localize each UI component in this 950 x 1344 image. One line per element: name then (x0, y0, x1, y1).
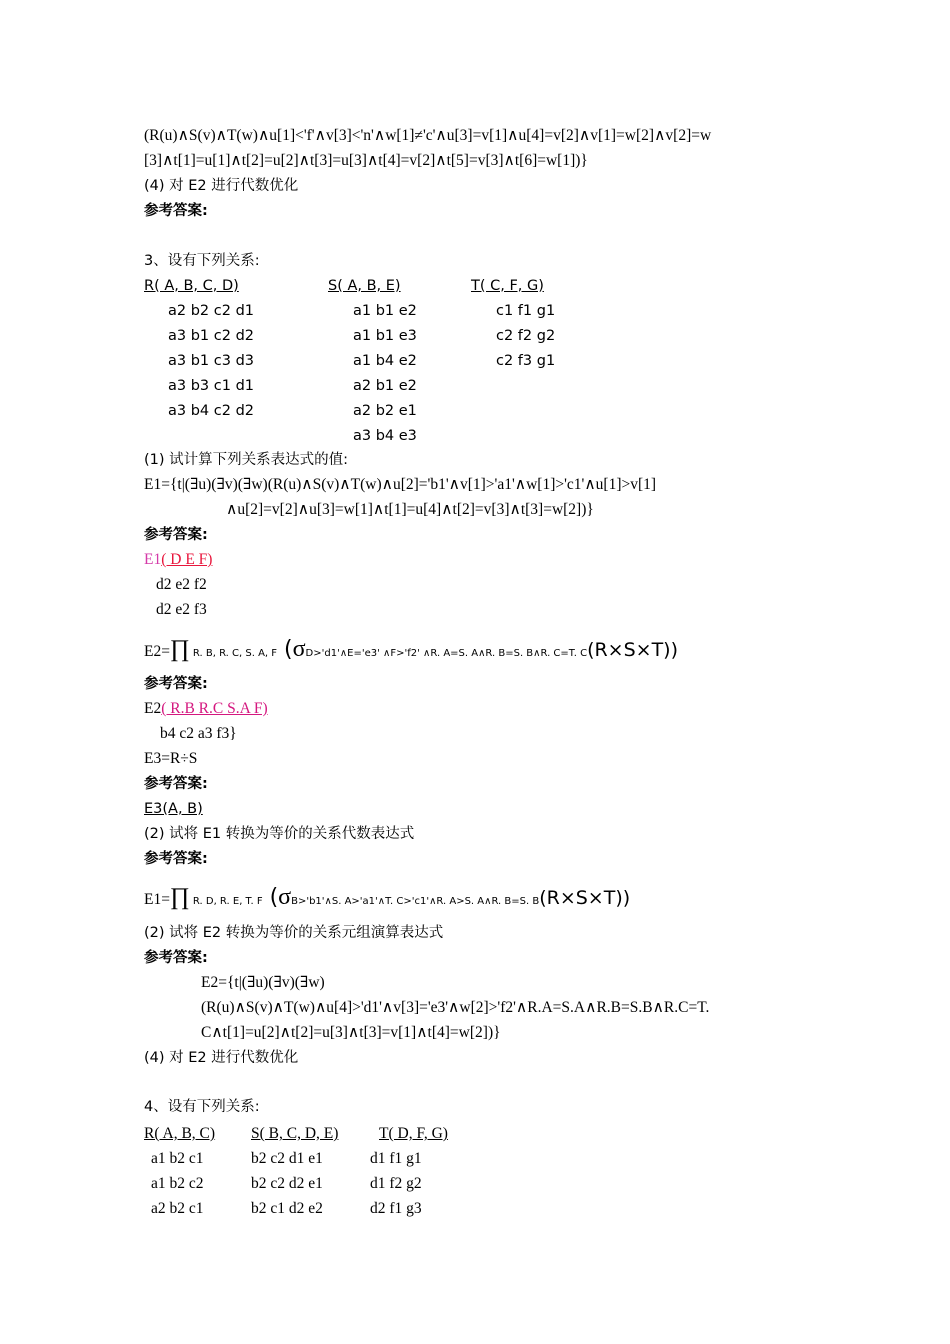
table-row: a1 b2 c1 (151, 1150, 204, 1167)
table-row: a3 b1 c3 d3 (168, 353, 254, 369)
projection-attrs: R. D, R. E, T. F (189, 896, 263, 907)
relation-header: S( B, C, D, E) (251, 1125, 339, 1142)
table-row: b2 c2 d1 e1 (251, 1150, 323, 1167)
table-row: a3 b3 c1 d1 (168, 378, 254, 394)
table-row: a2 b2 c1 (151, 1200, 204, 1217)
table-row: a1 b2 c2 (151, 1175, 204, 1192)
selection-condition: B>'b1'∧S. A>'a1'∧T. C>'c1'∧R. A>S. A∧R. B=S. B (291, 896, 540, 907)
relation-R (144, 274, 239, 299)
section-heading: 3、设有下列关系: (144, 253, 260, 269)
result-columns: ( D E F) (161, 551, 213, 568)
result-row: b4 c2 a3 f3} (160, 725, 237, 742)
selection-symbol: σ (278, 884, 292, 910)
answer-label: 参考答案: (144, 676, 208, 692)
relation-R4-rows (151, 1146, 204, 1221)
answer-label: 参考答案: (144, 527, 208, 543)
relation-R-rows (168, 299, 254, 424)
table-row: a3 b1 c2 d2 (168, 328, 254, 344)
table-row: d1 f2 g2 (370, 1175, 422, 1192)
relation-T-rows (496, 299, 555, 374)
result-header: E3(A, B) (144, 801, 203, 817)
relation-R4 (144, 1121, 215, 1146)
relation-header: T( D, F, G) (379, 1125, 448, 1142)
table-row: c2 f3 g1 (496, 353, 556, 369)
table-row: b2 c2 d2 e1 (251, 1175, 323, 1192)
relation-T4-rows (370, 1146, 422, 1221)
result-columns: ( R.B R.C S.A F) (161, 700, 268, 717)
relation-S (328, 274, 401, 299)
formula-line: E3=R÷S (144, 750, 198, 767)
expr-prefix: E2= (144, 643, 170, 660)
section-heading: 4、设有下列关系: (144, 1099, 260, 1115)
projection-symbol: ∏ (169, 884, 190, 910)
relation-header: S( A, B, E) (328, 278, 401, 294)
question-text: (2) 试将 E1 转换为等价的关系代数表达式 (144, 826, 415, 842)
selection-condition: D>'d1'∧E='e3' ∧F>'f2' ∧R. A=S. A∧R. B=S. B∧R. C=T. C (305, 648, 588, 659)
answer-label: 参考答案: (144, 776, 208, 792)
relation-product: (R×S×T)) (587, 639, 679, 661)
table-row: a2 b1 e2 (353, 378, 417, 394)
table-row: a3 b4 e3 (353, 428, 417, 444)
relation-T (471, 274, 544, 299)
table-row: c1 f1 g1 (496, 303, 556, 319)
relation-S4 (251, 1121, 338, 1146)
relation-header: R( A, B, C) (144, 1125, 216, 1142)
table-row: b2 c1 d2 e2 (251, 1200, 323, 1217)
table-row: a1 b1 e2 (353, 303, 417, 319)
result-header (144, 698, 268, 720)
projection-attrs: R. B, R. C, S. A, F (189, 648, 278, 659)
question-text: (1) 试计算下列关系表达式的值: (144, 452, 349, 468)
table-row: c2 f2 g2 (496, 328, 556, 344)
formula-line: C∧t[1]=u[2]∧t[2]=u[3]∧t[3]=v[1]∧t[4]=w[2])} (201, 1024, 501, 1041)
answer-label: 参考答案: (144, 851, 208, 867)
formula-line: E2={t|(∃u)(∃v)(∃w) (201, 974, 325, 991)
table-row: a3 b4 c2 d2 (168, 403, 254, 419)
relation-header: R( A, B, C, D) (144, 278, 239, 294)
expr-prefix: E1= (144, 891, 170, 908)
table-row: a2 b2 c2 d1 (168, 303, 254, 319)
formula-line: ∧u[2]=v[2]∧u[3]=w[1]∧t[1]=u[4]∧t[2]=v[3]∧t[3]=w[2])} (226, 501, 594, 518)
answer-label: 参考答案: (144, 203, 208, 219)
relation-header: T( C, F, G) (471, 278, 544, 294)
algebra-expression: E2=∏ R. B, R. C, S. A, F (σD>'d1'∧E='e3' ∧F>'f2' ∧R. A=S. A∧R. B=S. B∧R. C=T. C(R×S×T)) (144, 636, 679, 662)
relation-S-rows (353, 299, 417, 449)
question-text: (2) 试将 E2 转换为等价的关系元组演算表达式 (144, 925, 444, 941)
selection-symbol: σ (292, 636, 306, 662)
question-text: (4) 对 E2 进行代数优化 (144, 1050, 299, 1066)
result-row: d2 e2 f2 (156, 576, 207, 593)
formula-line: [3]∧t[1]=u[1]∧t[2]=u[2]∧t[3]=u[3]∧t[4]=v[2]∧t[5]=v[3]∧t[6]=w[1])} (144, 152, 588, 169)
relation-T4 (379, 1121, 448, 1146)
relation-S4-rows (251, 1146, 323, 1221)
table-row: a1 b1 e3 (353, 328, 417, 344)
formula-line: (R(u)∧S(v)∧T(w)∧u[1]<'f'∧v[3]<'n'∧w[1]≠'c'∧u[3]=v[1]∧u[4]=v[2]∧v[1]=w[2]∧v[2]=w (144, 127, 712, 144)
result-label: E2 (144, 700, 162, 717)
table-row: a1 b4 e2 (353, 353, 417, 369)
formula-line: (R(u)∧S(v)∧T(w)∧u[4]>'d1'∧v[3]='e3'∧w[2]>'f2'∧R.A=S.A∧R.B=S.B∧R.C=T. (201, 999, 710, 1016)
result-row: d2 e2 f3 (156, 601, 207, 618)
table-row: d1 f1 g1 (370, 1150, 422, 1167)
formula-line: E1={t|(∃u)(∃v)(∃w)(R(u)∧S(v)∧T(w)∧u[2]='b1'∧v[1]>'a1'∧w[1]>'c1'∧u[1]>v[1] (144, 476, 657, 493)
algebra-expression: E1=∏ R. D, R. E, T. F (σB>'b1'∧S. A>'a1'∧T. C>'c1'∧R. A>S. A∧R. B=S. B(R×S×T)) (144, 884, 631, 910)
result-label: E1 (144, 551, 162, 568)
answer-label: 参考答案: (144, 950, 208, 966)
projection-symbol: ∏ (169, 636, 190, 662)
table-row: a2 b2 e1 (353, 403, 417, 419)
question-text: (4) 对 E2 进行代数优化 (144, 178, 299, 194)
relation-product: (R×S×T)) (539, 887, 631, 909)
result-header (144, 549, 212, 571)
table-row: d2 f1 g3 (370, 1200, 422, 1217)
